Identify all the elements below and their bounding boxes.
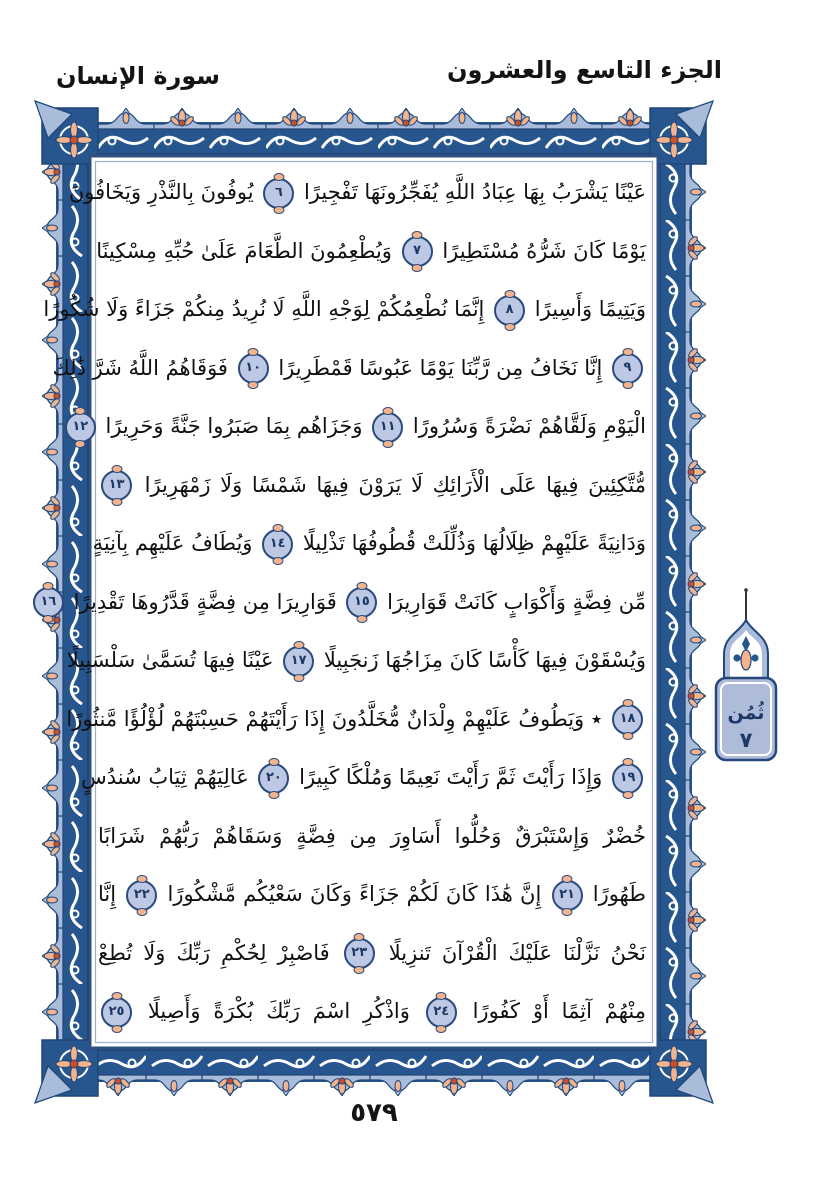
quran-text-area bbox=[40, 163, 646, 1041]
quran-line bbox=[43, 280, 646, 339]
ayah-text: خُضْرٌ وَإِسْتَبْرَقٌ وَحُلُّوا أَسَاوِرَ مِن فِضَّةٍ وَسَقَاهُمْ رَبُّهُمْ شَرَابًا bbox=[98, 823, 646, 848]
ayah-text: عَيْنًا فِيهَا تُسَمَّىٰ سَلْسَبِيلًا bbox=[66, 648, 274, 672]
ayah-text: ٭ وَيَطُوفُ عَلَيْهِمْ وِلْدَانٌ مُّخَلَّدُونَ إِذَا رَأَيْتَهُمْ حَسِبْتَهُمْ لُؤْلُؤًا مَّنثُورًا bbox=[66, 706, 603, 731]
ayah-text: مِّن فِضَّةٍ وَأَكْوَابٍ كَانَتْ قَوَارِيرَا bbox=[387, 589, 646, 614]
ayah-text: إِنَّمَا نُطْعِمُكُمْ لِوَجْهِ اللَّهِ لَا نُرِيدُ مِنكُمْ جَزَاءً وَلَا شُكُورًا bbox=[43, 297, 485, 321]
ayah-text: نَحْنُ نَزَّلْنَا عَلَيْكَ الْقُرْآنَ تَنزِيلًا bbox=[388, 940, 646, 965]
verse-number-marker: ١٢ bbox=[65, 412, 96, 443]
ayah-text: فَاصْبِرْ لِحُكْمِ رَبِّكَ وَلَا تُطِعْ bbox=[98, 940, 330, 965]
ayah-text: وَيَتِيمًا وَأَسِيرًا bbox=[534, 297, 646, 321]
quran-line bbox=[52, 339, 646, 398]
ayah-text: عَيْنًا يَشْرَبُ بِهَا عِبَادُ اللَّهِ يُفَجِّرُونَهَا تَفْجِيرًا bbox=[303, 180, 646, 204]
surah-title: سورة الإنسان bbox=[56, 62, 221, 90]
verse-number-marker: ١٦ bbox=[33, 587, 64, 618]
hizb-eighth-marker bbox=[700, 586, 792, 776]
ayah-text: مِنْهُمْ آثِمًا أَوْ كَفُورًا bbox=[472, 999, 646, 1023]
ayah-text: وَإِذَا رَأَيْتَ ثَمَّ رَأَيْتَ نَعِيمًا وَمُلْكًا كَبِيرًا bbox=[299, 765, 603, 789]
quran-line bbox=[68, 163, 646, 222]
ayah-text: وَاذْكُرِ اسْمَ رَبِّكَ بُكْرَةً وَأَصِيلًا bbox=[147, 999, 410, 1023]
verse-number-marker: ٢٥ bbox=[101, 997, 132, 1028]
ayah-text: وَجَزَاهُم بِمَا صَبَرُوا جَنَّةً وَحَرِيرًا bbox=[105, 414, 363, 438]
ayah-text: وَدَانِيَةً عَلَيْهِمْ ظِلَالُهَا وَذُلِّلَتْ قُطُوفُهَا تَذْلِيلًا bbox=[302, 531, 646, 555]
verse-number-marker: ٩ bbox=[612, 353, 643, 384]
verse-number-marker: ٢١ bbox=[552, 880, 583, 911]
ayah-text: إِنَّ هَٰذَا كَانَ لَكُمْ جَزَاءً وَكَانَ سَعْيُكُم مَّشْكُورًا bbox=[167, 882, 542, 906]
ayah-text: وَيُطَافُ عَلَيْهِم بِآنِيَةٍ bbox=[92, 531, 253, 555]
verse-number-marker: ٨ bbox=[494, 295, 525, 326]
quran-line bbox=[72, 397, 646, 456]
ayah-text: مُّتَّكِئِينَ فِيهَا عَلَى الْأَرَائِكِ لَا يَرَوْنَ فِيهَا شَمْسًا وَلَا زَمْهَرِيرًا bbox=[144, 472, 646, 497]
marker-number: ٧ bbox=[739, 728, 753, 752]
verse-number-marker: ١٥ bbox=[346, 587, 377, 618]
verse-number-marker: ٧ bbox=[402, 236, 433, 267]
verse-number-marker: ١٩ bbox=[612, 763, 643, 794]
juz-title: الجزء التاسع والعشرون bbox=[447, 56, 722, 84]
quran-line bbox=[98, 807, 646, 866]
quran-line bbox=[40, 573, 646, 632]
quran-line bbox=[66, 690, 646, 749]
ayah-text: إِنَّا bbox=[98, 882, 117, 906]
page-number: ٥٧٩ bbox=[350, 1098, 398, 1128]
ayah-text: قَوَارِيرَا مِن فِضَّةٍ قَدَّرُوهَا تَقْدِيرًا bbox=[73, 589, 337, 614]
ayah-text: وَيُسْقَوْنَ فِيهَا كَأْسًا كَانَ مِزَاجُهَا زَنجَبِيلًا bbox=[323, 648, 646, 672]
quran-line bbox=[98, 456, 646, 515]
quran-line bbox=[81, 748, 646, 807]
quran-line bbox=[66, 631, 646, 690]
ayah-text: فَوَقَاهُمُ اللَّهُ شَرَّ ذَٰلِكَ bbox=[52, 355, 228, 380]
verse-number-marker: ١٠ bbox=[238, 353, 269, 384]
ayah-text: إِنَّا نَخَافُ مِن رَّبِّنَا يَوْمًا عَبُوسًا قَمْطَرِيرًا bbox=[278, 355, 603, 380]
verse-number-marker: ١٤ bbox=[262, 529, 293, 560]
ayah-text: وَيُطْعِمُونَ الطَّعَامَ عَلَىٰ حُبِّهِ مِسْكِينًا bbox=[96, 238, 392, 263]
quran-line bbox=[98, 924, 646, 983]
verse-number-marker: ١١ bbox=[372, 412, 403, 443]
quran-line bbox=[92, 514, 646, 573]
ayah-text: عَالِيَهُمْ ثِيَابُ سُندُسٍ bbox=[81, 765, 249, 789]
verse-number-marker: ١٣ bbox=[101, 470, 132, 501]
quran-line bbox=[98, 865, 646, 924]
verse-number-marker: ٦ bbox=[263, 178, 294, 209]
quran-line bbox=[98, 222, 646, 281]
verse-number-marker: ٢٠ bbox=[258, 763, 289, 794]
quran-line bbox=[98, 982, 646, 1041]
verse-number-marker: ١٨ bbox=[612, 704, 643, 735]
ayah-text: يَوْمًا كَانَ شَرُّهُ مُسْتَطِيرًا bbox=[442, 238, 646, 263]
ayah-text: يُوفُونَ بِالنَّذْرِ وَيَخَافُونَ bbox=[68, 180, 254, 204]
marker-fraction-label: ثُمُن bbox=[727, 702, 765, 724]
ayah-text: الْيَوْمِ وَلَقَّاهُمْ نَضْرَةً وَسُرُورًا bbox=[412, 414, 646, 438]
ayah-text: طَهُورًا bbox=[592, 882, 646, 906]
verse-number-marker: ٢٣ bbox=[344, 938, 375, 969]
verse-number-marker: ٢٤ bbox=[426, 997, 457, 1028]
verse-number-marker: ٢٢ bbox=[126, 880, 157, 911]
verse-number-marker: ١٧ bbox=[283, 646, 314, 677]
